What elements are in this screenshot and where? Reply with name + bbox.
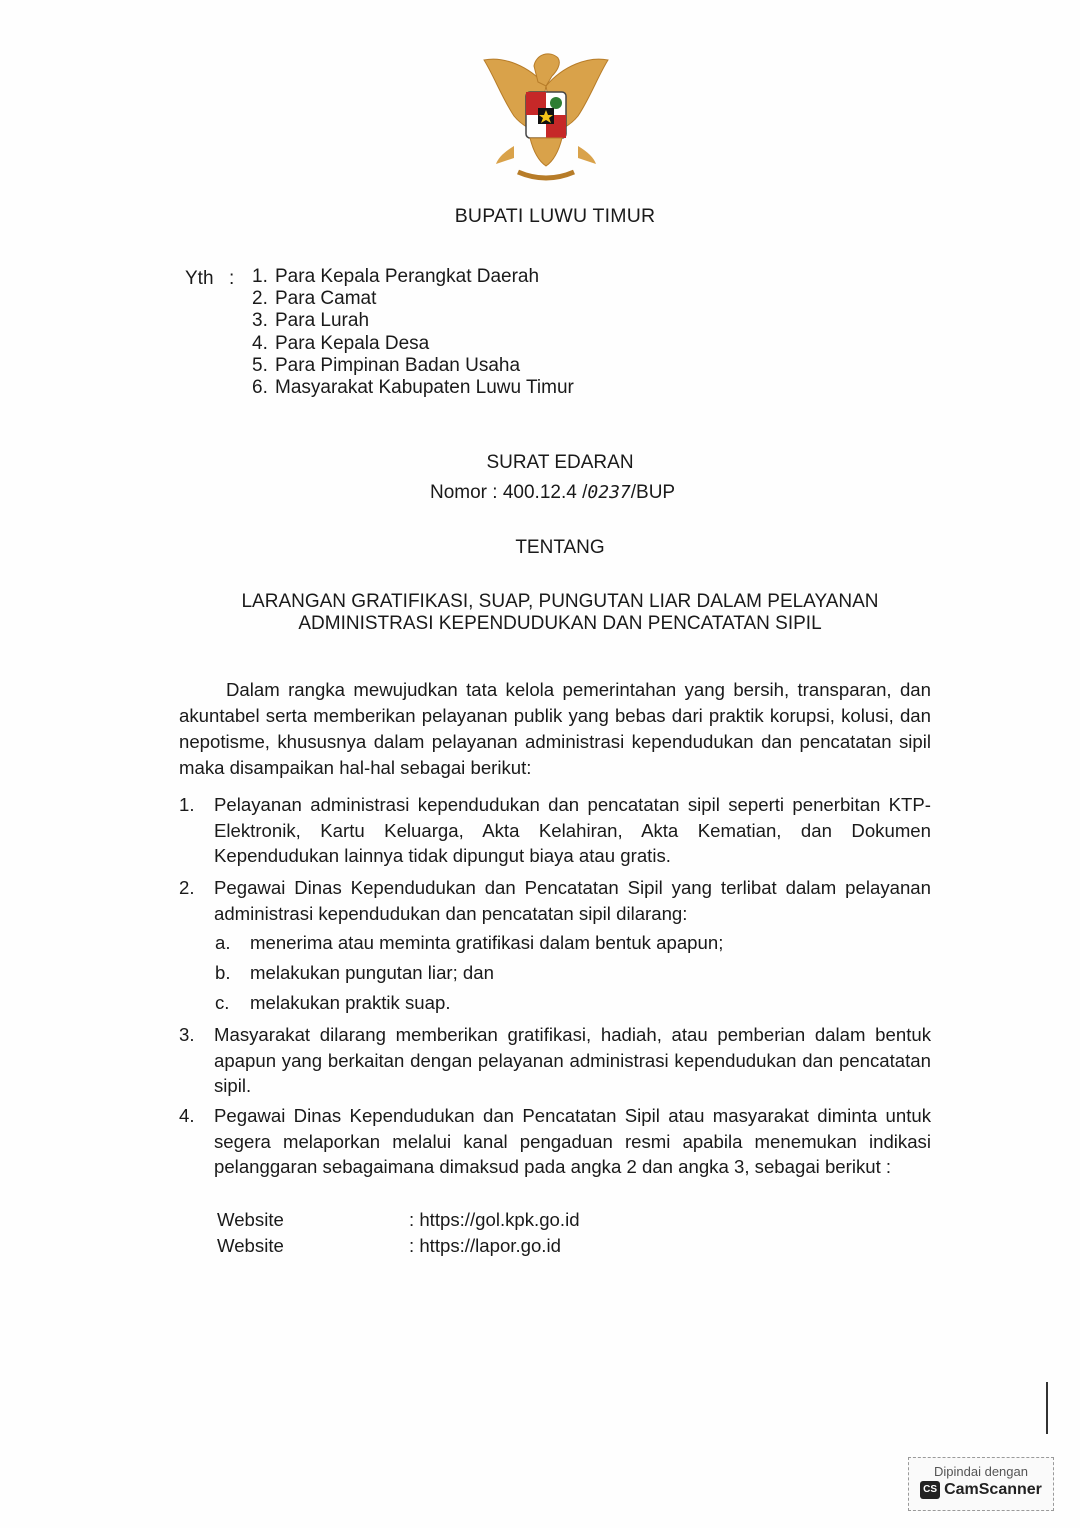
recipient-item: 3. Para Lurah bbox=[252, 310, 370, 332]
recipient-colon: : bbox=[229, 268, 235, 289]
sub-item: b. melakukan pungutan liar; dan bbox=[215, 962, 494, 983]
list-item: 1. Pelayanan administrasi kependudukan dan pencatatan sipil seperti penerbitan KTP-Elektronik, Kartu Keluarga, Akta Kelahiran, Akta Kematian, dan Dokumen Kependudukan lainnya tidak dipungut biaya atau gratis. bbox=[179, 794, 931, 866]
website-link[interactable]: : https://gol.kpk.go.id bbox=[409, 1209, 580, 1230]
camscanner-watermark: Dipindai dengan CS CamScanner bbox=[908, 1457, 1054, 1511]
recipient-item: 4. Para Kepala Desa bbox=[252, 332, 430, 354]
recipient-item: 1. Para Kepala Perangkat Daerah bbox=[252, 266, 540, 287]
website-row: Website : https://lapor.go.id bbox=[217, 1235, 561, 1256]
tentang-heading: TENTANG bbox=[515, 537, 605, 558]
garuda-emblem-icon bbox=[474, 46, 618, 188]
recipient-list bbox=[252, 266, 574, 399]
recipient-label: Yth bbox=[185, 268, 214, 289]
list-item: 4. Pegawai Dinas Kependudukan dan Pencatatan Sipil atau masyarakat diminta untuk segera melaporkan melalui kanal pengaduan resmi apabila menemukan indikasi pelanggaran sebagaimana dimaksud pada angka 2 dan angka 3, sebagai berikut : bbox=[179, 1105, 931, 1177]
recipient-item: 6. Masyarakat Kabupaten Luwu Timur bbox=[252, 377, 574, 399]
intro-paragraph: Dalam rangka mewujudkan tata kelola pemerintahan yang bersih, transparan, dan akuntabel serta memberikan pelayanan publik yang bebas dari praktik korupsi, kolusi, dan nepotisme, khususnya dalam pelayanan administrasi kependudukan dan pencatatan sipil maka disampaikan hal-hal sebagai berikut: bbox=[179, 679, 931, 778]
list-item: 3. Masyarakat dilarang memberikan gratifikasi, hadiah, atau pemberian dalam bentuk apapun yang berkaitan dengan pelayanan administrasi kependudukan dan pencatatan sipil. bbox=[179, 1024, 931, 1096]
document-number: Nomor : 400.12.4 /0237/BUP bbox=[430, 482, 676, 503]
scan-edge-mark bbox=[1046, 1382, 1048, 1434]
recipient-item: 2. Para Camat bbox=[252, 288, 377, 310]
sub-item: c. melakukan praktik suap. bbox=[215, 992, 451, 1013]
handwritten-number: 0237 bbox=[587, 482, 631, 503]
sub-item: a. menerima atau meminta gratifikasi dalam bentuk apapun; bbox=[215, 932, 724, 953]
website-row: Website : https://gol.kpk.go.id bbox=[217, 1209, 580, 1230]
list-item: 2. Pegawai Dinas Kependudukan dan Pencatatan Sipil yang terlibat dalam pelayanan administrasi kependudukan dan pencatatan sipil dilarang: bbox=[179, 877, 931, 924]
website-link[interactable]: : https://lapor.go.id bbox=[409, 1235, 561, 1256]
subject-title: LARANGAN GRATIFIKASI, SUAP, PUNGUTAN LIAR DALAM PELAYANAN ADMINISTRASI KEPENDUDUKAN DAN PENCATATAN SIPIL bbox=[241, 591, 879, 634]
letterhead-title: BUPATI LUWU TIMUR bbox=[454, 205, 656, 227]
camscanner-logo-icon: CS bbox=[920, 1481, 940, 1499]
recipient-item: 5. Para Pimpinan Badan Usaha bbox=[252, 354, 521, 376]
document-type: SURAT EDARAN bbox=[486, 452, 634, 473]
